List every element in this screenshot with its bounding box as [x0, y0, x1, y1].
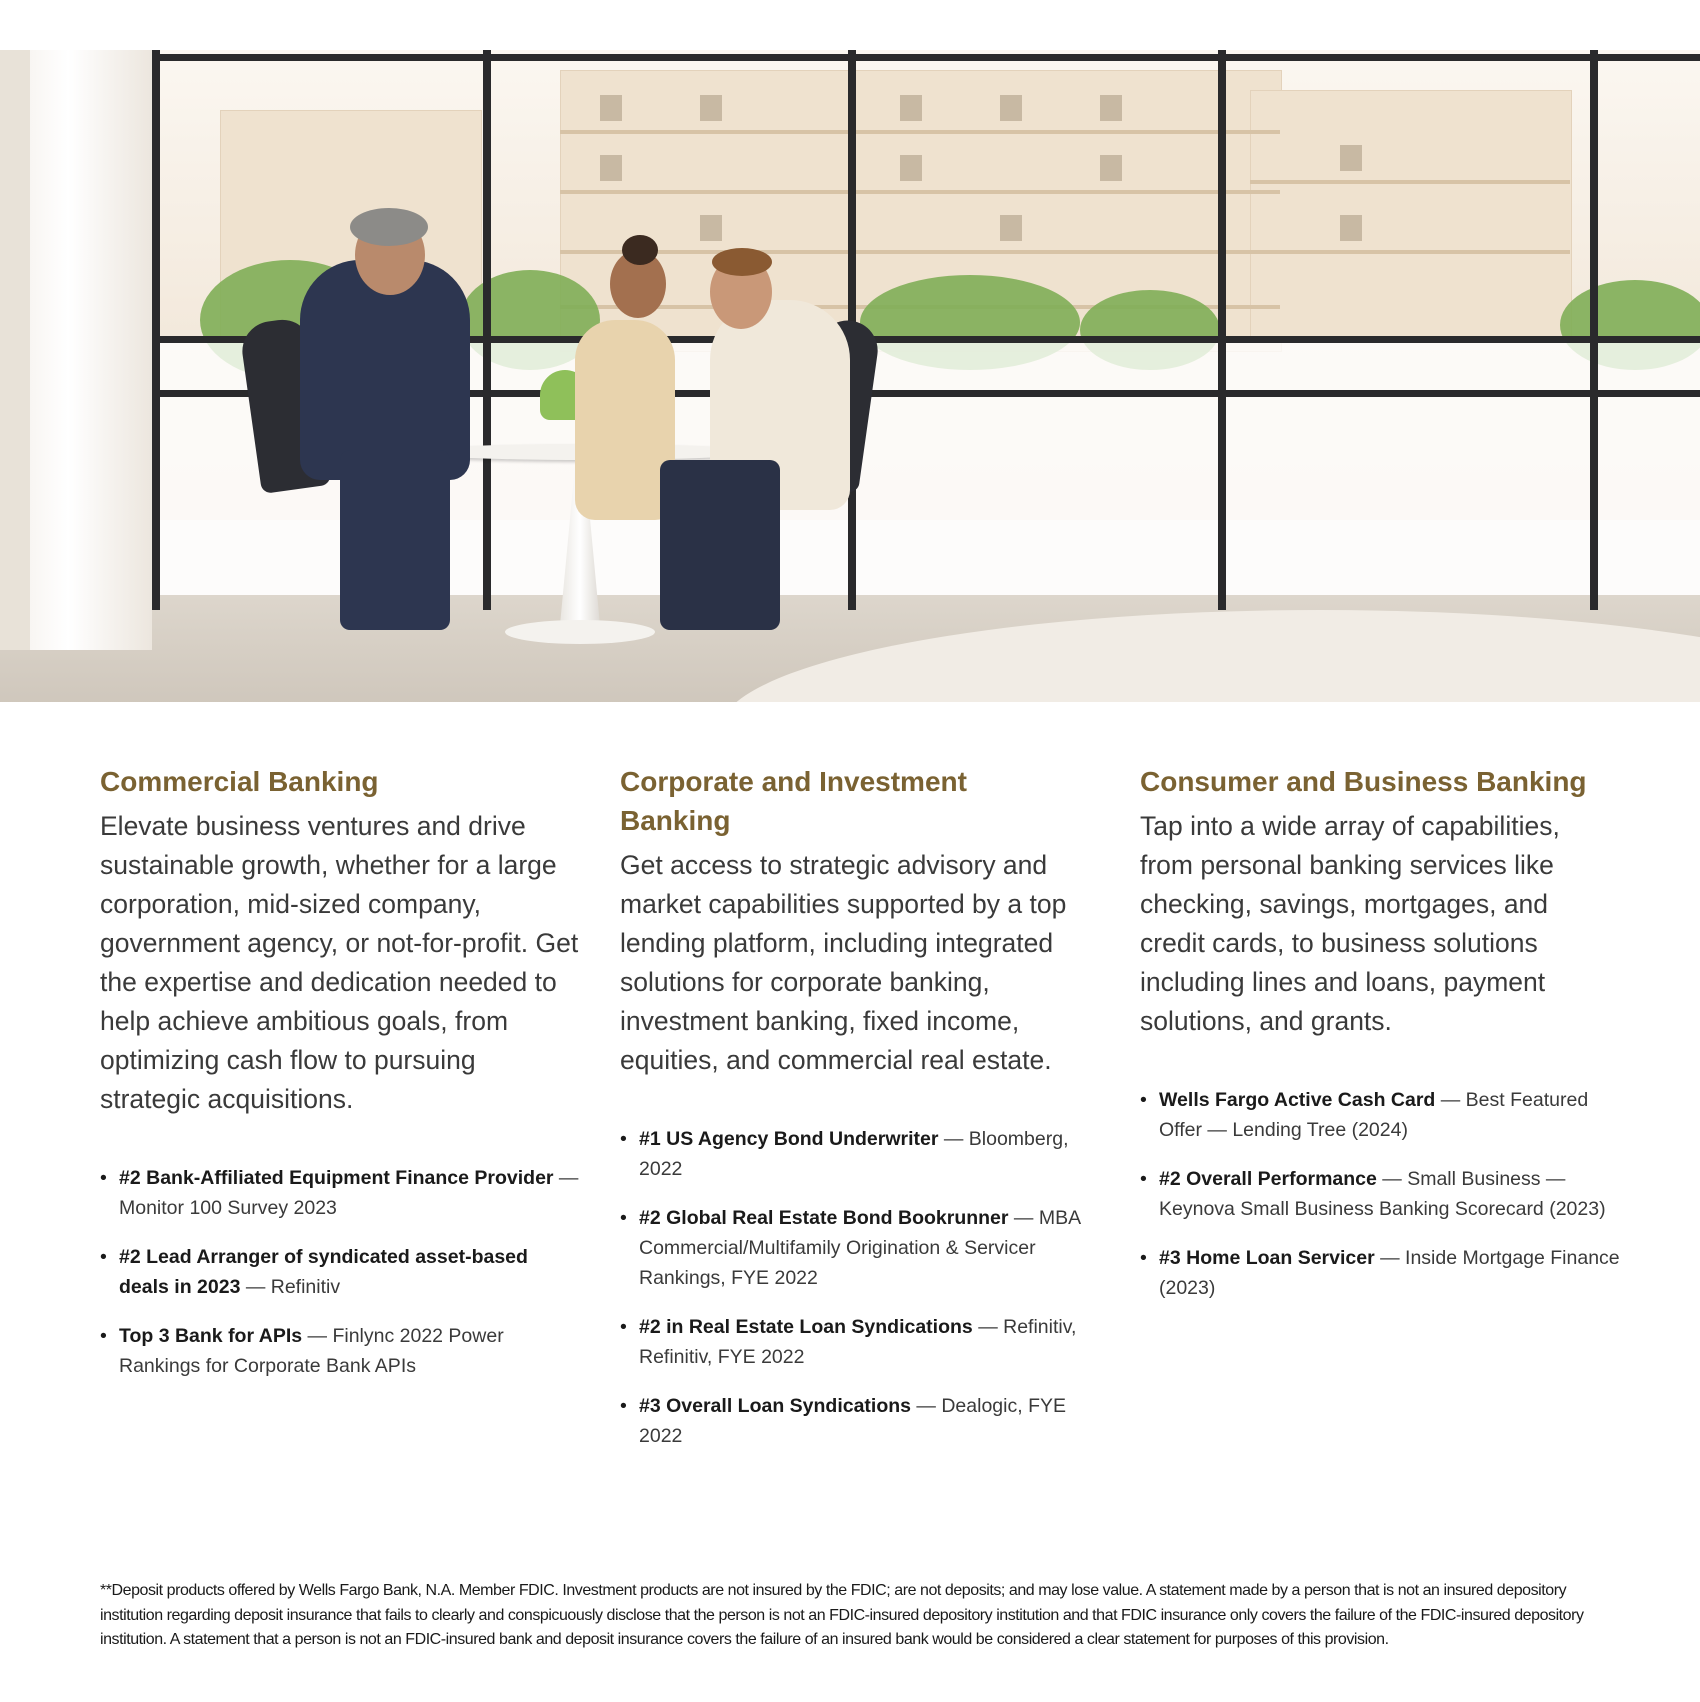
- section-heading: Consumer and Business Banking: [1140, 766, 1587, 797]
- list-item: • #3 Overall Loan Syndications — Dealogic, FYE 2022: [620, 1391, 1100, 1451]
- list-item: • #1 US Agency Bond Underwriter — Bloomberg, 2022: [620, 1124, 1100, 1184]
- section-heading: Corporate and Investment Banking: [620, 766, 967, 836]
- list-item: • #2 Bank-Affiliated Equipment Finance Provider — Monitor 100 Survey 2023: [100, 1163, 580, 1223]
- list-item: • #2 Lead Arranger of syndicated asset-based deals in 2023 — Refinitiv: [100, 1242, 580, 1302]
- footnote-disclaimer: **Deposit products offered by Wells Fargo Bank, N.A. Member FDIC. Investment products are not insured by the FDIC; are not deposits; and may lose value. A statement made by a person that is not an insured depository institution regarding deposit insurance that fails to clearly and conspicuously disclose that the person is not an FDIC-insured depository institution and that FDIC insurance only covers the failure of the FDIC-insured depository institution. A statement that a person is not an FDIC-insured bank and deposit insurance covers the failure of an insured bank would be considered a clear statement for purposes of this provision.: [100, 1582, 1584, 1648]
- section-heading: Commercial Banking: [100, 766, 379, 797]
- section-description: Elevate business ventures and drive sustainable growth, whether for a large corporation, mid-sized company, government agency, or not-for-profit. Get the expertise and dedication needed to help achieve ambitious goals, from optimizing cash flow to pursuing strategic acquisitions.: [100, 811, 579, 1114]
- list-item: • #3 Home Loan Servicer — Inside Mortgage Finance (2023): [1140, 1243, 1620, 1303]
- commercial-banking-section: [100, 762, 580, 1400]
- list-item: • Top 3 Bank for APIs — Finlync 2022 Power Rankings for Corporate Bank APIs: [100, 1321, 580, 1381]
- section-description: Get access to strategic advisory and market capabilities supported by a top lending platform, including integrated solutions for corporate banking, investment banking, fixed income, equities, and commercial real estate.: [620, 850, 1067, 1075]
- rankings-list: [100, 1163, 580, 1381]
- list-item: • #2 Overall Performance — Small Business — Keynova Small Business Banking Scorecard (2023): [1140, 1164, 1620, 1224]
- rankings-list: [620, 1124, 1100, 1451]
- section-description: Tap into a wide array of capabilities, from personal banking services like checking, savings, mortgages, and credit cards, to business solutions including lines and loans, payment solutions, and grants.: [1140, 811, 1560, 1036]
- list-item: • Wells Fargo Active Cash Card — Best Featured Offer — Lending Tree (2024): [1140, 1085, 1620, 1145]
- corporate-investment-banking-section: [620, 762, 1100, 1470]
- hero-photo: [0, 50, 1700, 702]
- list-item: • #2 in Real Estate Loan Syndications — Refinitiv, Refinitiv, FYE 2022: [620, 1312, 1100, 1372]
- rankings-list: [1140, 1085, 1620, 1303]
- consumer-business-banking-section: [1140, 762, 1620, 1322]
- list-item: • #2 Global Real Estate Bond Bookrunner — MBA Commercial/Multifamily Origination & Servicer Rankings, FYE 2022: [620, 1203, 1100, 1293]
